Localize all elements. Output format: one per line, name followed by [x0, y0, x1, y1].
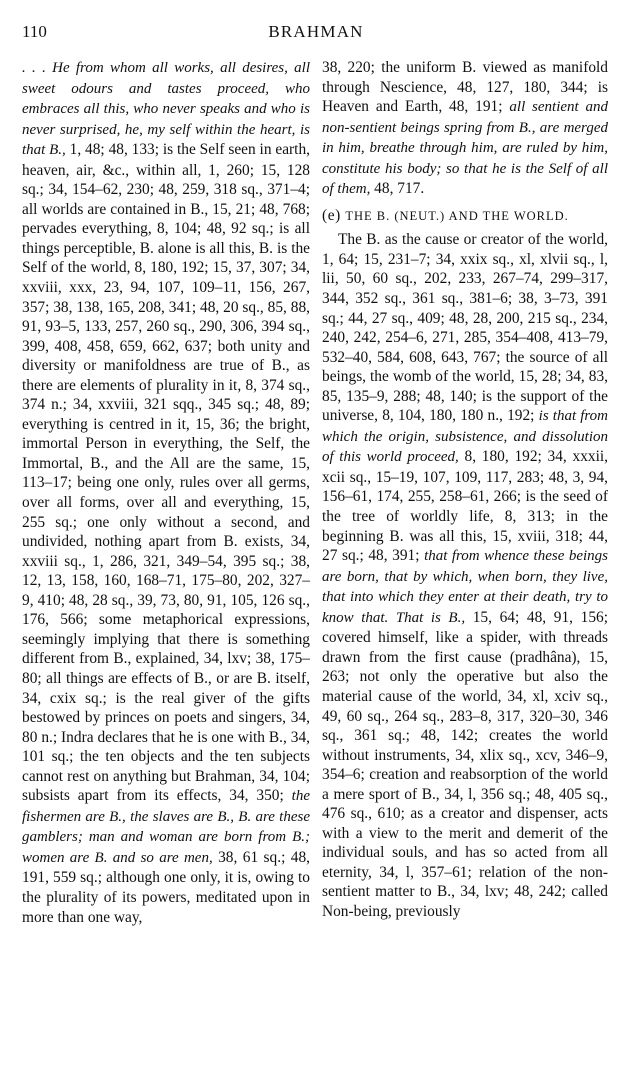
- quotation-text: is that from which the origin, subsistence, and dissolution of this world proceed,: [322, 408, 609, 466]
- section-label: (e): [322, 206, 341, 224]
- left-column: [22, 58, 310, 927]
- quotation-text: all sentient and non-sentient beings spring from B., are merged in him, breathe through him, are ruled by him, constitute his body; so that he is the Self of all of them,: [322, 99, 608, 198]
- index-text: 48, 717.: [370, 180, 425, 198]
- quotation-text: . . . He from whom all works, all desires, all sweet odours and tastes proceed, who embraces all this, who never speaks and who is never surprised, he, my self within the heart, is that B.,: [22, 60, 310, 159]
- entry-paragraph-continued: [322, 58, 608, 200]
- section-heading: [322, 206, 608, 227]
- index-text: The B. as the cause or creator of the world, 1, 64; 15, 231–7; 34, xxix sq., xl, xlvii sq., l, lii, 50, 60 sq., 202, 233, 267–74, 299–317, 344, 352 sq., 361 sq., 381–6; 38, 3–73, 391 sq.; 44, 27 sq., 409; 48, 28, 200, 215 sq., 234, 240, 242, 254–6, 271, 285, 354–408, 413–79, 532–40, 584, 608, 643, 767; the source of all beings, the womb of the world, 15, 28; 34, 83, 85, 135–9, 288; 48, 140; is the support of the universe, 8, 104, 180, 180 n., 192;: [322, 231, 608, 425]
- index-text: 38, 61 sq.; 48, 191, 559 sq.; although one only, it is, owing to the plurality of its powers, meditated upon in more than one way,: [22, 848, 310, 926]
- running-title: BRAHMAN: [268, 22, 364, 41]
- section-title: THE B. (NEUT.) AND THE WORLD.: [345, 208, 569, 223]
- index-text: 1, 48; 48, 133; is the Self seen in earth, heaven, air, &c., within all, 1, 260; 15, 128 sq.; 34, 154–62, 230; 48, 259, 318 sq., 371–4; all worlds are contained in B., 15, 21; 48, 768; pervades everything, 8, 104; 48, 92 sq.; is all things perceptible, B. alone is all this, B. is the Self of the world, 8, 180, 192; 15, 37, 307; 34, xxviii, xxx, 23, 94, 107, 109–11, 156, 267, 357; 38, 138, 165, 208, 341; 48, 20 sq., 85, 88, 91, 93–5, 133, 257, 260 sq., 290, 306, 394 sq., 399, 408, 458, 659, 662, 637; both unity and diversity or manifoldness are true of B., as there are elements of plurality in it, 8, 374 sq., 374 n.; 34, xxviii, 321 sqq., 345 sq.; 48, 89; everything is centred in it, 15, 36; the bright, immortal Person in everything, the Self, the Immortal, B., and the All are the same, 15, 113–17; being one only, rules over all germs, over all forms, over all and everything, 15, 255 sq.; one only without a second, and undivided, nothing apart from B. exists, 34, xxviii sq., 1, 286, 321, 349–54, 395 sq.; 38, 12, 13, 158, 160, 168–71, 175–80, 202, 327–9, 410; 48, 28 sq., 39, 73, 80, 91, 105, 126 sq., 176, 566; some metaphorical expressions, seemingly implying that there is something different from B., explained, 34, lxv; 38, 175–80; all things are effects of B., or are B. itself, 34, cxix sq.; is the real giver of the gifts bestowed by princes on poets and singers, 34, 80 n.; Indra declares that he is one with B., 34, 101 sq.; the ten objects and the ten subjects cannot rest on anything but Brahman, 34, 104; subsists apart from its effects, 34, 350;: [22, 141, 310, 805]
- right-column: [322, 58, 608, 922]
- page-number: 110: [22, 22, 47, 41]
- entry-paragraph: [22, 58, 310, 927]
- page-header: [22, 22, 610, 44]
- index-text: 8, 180, 192; 34, xxxii, xcii sq., 15–19, 107, 109, 117, 283; 48, 3, 94, 156–61, 174, 255, 258–61, 266; is the seed of the tree of worldly life, 8, 313; in the beginning B. was all this, 15, xviii, 318; 44, 27 sq.; 48, 391;: [322, 448, 608, 565]
- quotation-text: that from whence these beings are born, that by which, when born, they live, that into which they enter at their death, try to know that. That is B.,: [322, 548, 608, 626]
- index-text: 38, 220; the uniform B. viewed as manifold through Nescience, 48, 127, 180, 344; is Heaven and Earth, 48, 191;: [322, 59, 608, 116]
- quotation-text: the fishermen are B., the slaves are B., B. are these gamblers; man and woman are born from B.; women are B. and so are men,: [22, 788, 310, 866]
- section-body: [322, 230, 608, 921]
- index-text: 15, 64; 48, 91, 156; covered himself, like a spider, with threads drawn from the first cause (pradhâna), 15, 263; not only the operative but also the material cause of the world, 34, xl, xciv sq., 49, 60 sq., 264 sq., 283–8, 317, 320–30, 346 sq., 361 sq.; 48, 142; creates the world without instruments, 34, xlix sq., xcv, 346–9, 354–6; creation and reabsorption of the world a mere sport of B., 34, l, 356 sq.; 48, 405 sq., 476 sq., 610; as a creator and dispenser, acts with a view to the merit and demerit of the individual souls, and has so acted from all eternity, 34, l, 357–61; relation of the non-sentient matter to B., 34, lxv; 48, 242; called Non-being, previously: [322, 608, 608, 920]
